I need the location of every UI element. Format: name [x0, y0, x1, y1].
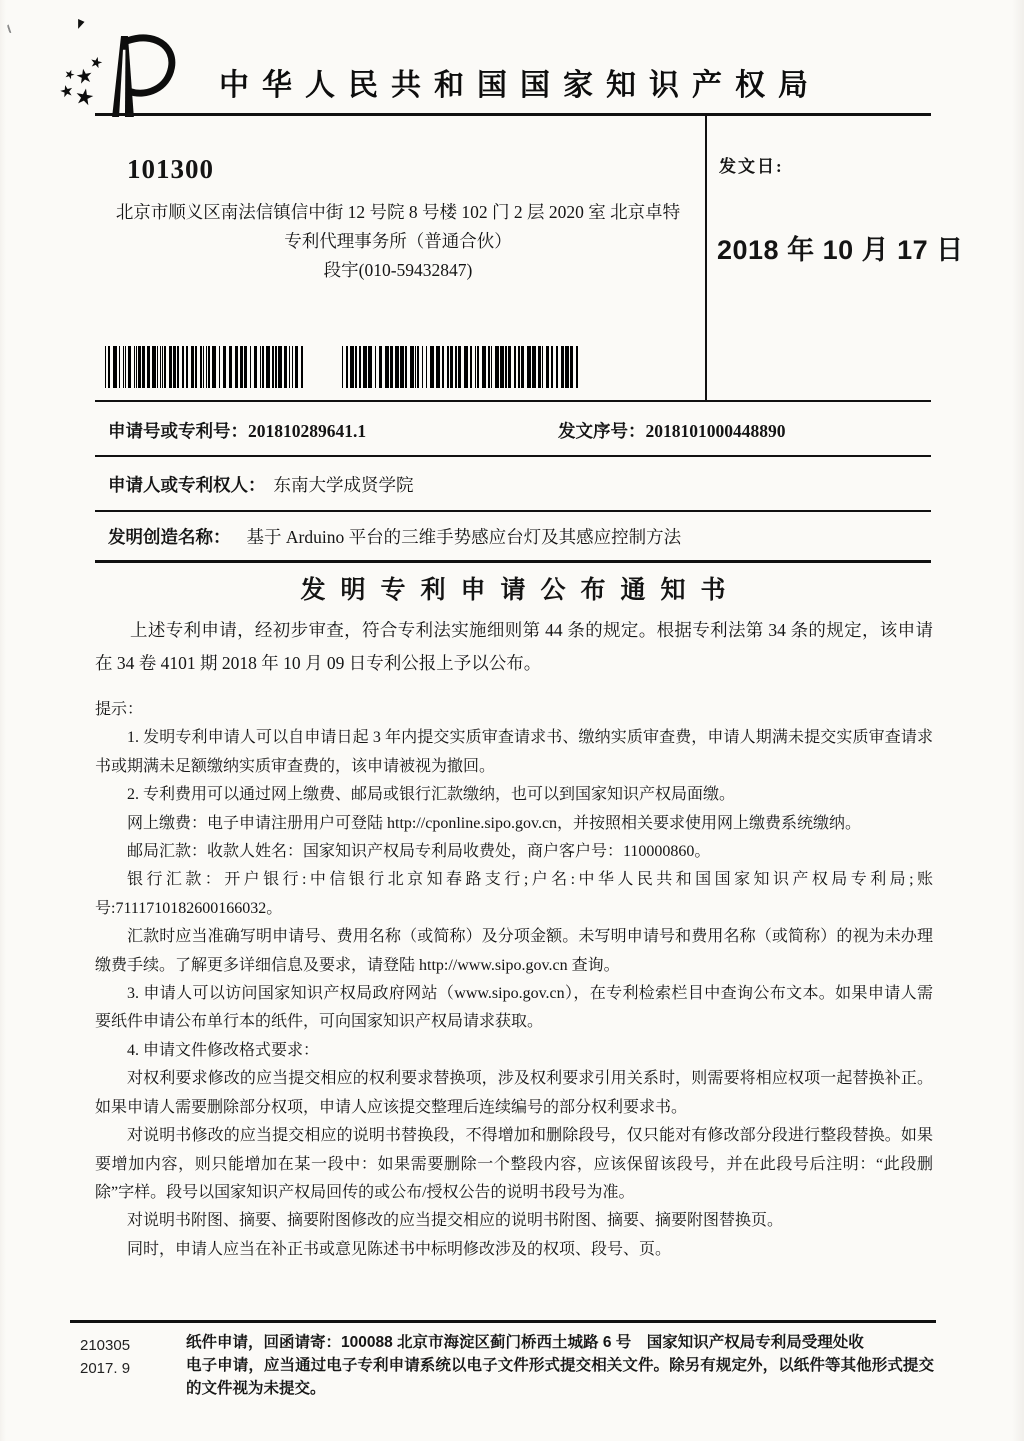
footer-note-paper: 纸件申请，回函请寄：100088 北京市海淀区蓟门桥西土城路 6 号 国家知识产权局专利局受理处收: [186, 1334, 864, 1351]
address-issue-box: [95, 116, 964, 400]
tip-paragraph: 同时，申请人应当在补正书或意见陈述书中标明修改涉及的权项、段号、页。: [127, 1240, 672, 1258]
tip-paragraph: 对说明书修改的应当提交相应的说明书替换段，不得增加和删除段号，仅只能对有修改部分段进行整段替换。如果要增加内容，则只能增加在某一段中：如果需要删除一个整段内容，应该保留该段号，并在此段号后注明：“此段删除”字样。段号以国家知识产权局回传的或公布/授权公告的说明书段号为准。: [95, 1127, 933, 1201]
tip-paragraph: 1. 发明专利申请人可以自申请日起 3 年内提交实质审查请求书、缴纳实质审查费，申请人期满未提交实质审查请求书或期满未足额缴纳实质审查费的，该申请被视为撤回。: [95, 729, 933, 775]
application-number-value: 201810289641.1: [248, 421, 367, 441]
serial-number-group: [558, 418, 786, 443]
footer-note-electronic: 电子申请，应当通过电子专利申请系统以电子文件形式提交相关文件。除另有规定外，以纸件等其他形式提交的文件视为未提交。: [186, 1357, 934, 1397]
rule: [95, 400, 931, 402]
applicant-value: 东南大学成贤学院: [273, 475, 414, 495]
tips-section: [95, 696, 933, 1264]
divider: [705, 116, 707, 400]
tip-paragraph: 邮局汇款：收款人姓名：国家知识产权局专利局收费处，商户客户号：110000860。: [127, 843, 711, 861]
sipo-logo-icon: [57, 34, 187, 118]
tip-paragraph: 对权利要求修改的应当提交相应的权利要求替换项，涉及权利要求引用关系时，则需要将相应权项一起替换补正。如果申请人需要删除部分权项，申请人应该提交整理后连续编号的部分权利要求书。: [95, 1070, 933, 1116]
rule: [95, 510, 931, 512]
tip-paragraph: 4. 申请文件修改格式要求：: [127, 1041, 320, 1059]
tips-heading: 提示：: [95, 701, 144, 718]
form-revision: 2017. 9: [80, 1360, 131, 1377]
scan-artifact: [7, 23, 15, 33]
tip-paragraph: 3. 申请人可以访问国家知识产权局政府网站（www.sipo.gov.cn），在专利检索栏目中查询公布文本。如果申请人需要纸件申请公布单行本的纸件，可向国家知识产权局请求获取。: [95, 985, 933, 1031]
serial-number-value: 2018101000448890: [645, 421, 786, 441]
form-code: 210305: [80, 1337, 131, 1354]
issue-date-value: 2018 年 10 月 17 日: [717, 235, 964, 265]
rule: [95, 560, 931, 563]
invention-title-row: [108, 524, 928, 549]
application-number-label: 申请号或专利号：: [108, 421, 248, 441]
invention-title-label: 发明创造名称：: [108, 527, 231, 547]
invention-title-value: 基于 Arduino 平台的三维手势感应台灯及其感应控制方法: [246, 527, 682, 547]
rule: [95, 455, 931, 457]
footer-notes: [186, 1331, 934, 1400]
serial-number-label: 发文序号：: [558, 421, 646, 441]
scan-artifact: [74, 19, 84, 30]
tip-paragraph: 对说明书附图、摘要、摘要附图修改的应当提交相应的说明书附图、摘要、摘要附图替换页。: [127, 1212, 784, 1230]
recipient-address: 北京市顺义区南法信镇信中街 12 号院 8 号楼 102 门 2 层 2020 室 北京卓特专利代理事务所（普通合伙）: [115, 202, 681, 251]
tip-paragraph: 2. 专利费用可以通过网上缴费、邮局或银行汇款缴纳，也可以到国家知识产权局面缴。: [127, 786, 736, 804]
tip-paragraph: 汇款时应当准确写明申请号、费用名称（或简称）及分项金额。未写明申请号和费用名称（或简称）的视为未办理缴费手续。了解更多详细信息及要求，请登陆 http://www.sipo.gov.cn 查询。: [95, 928, 933, 974]
notice-title: 发明专利申请公布通知书: [300, 576, 741, 604]
issue-date-label: 发文日:: [719, 157, 784, 176]
barcode: [342, 346, 580, 388]
barcode: [105, 346, 305, 388]
recipient-postal-code: 101300: [127, 154, 214, 184]
form-codes: [80, 1334, 130, 1380]
recipient-block: [109, 198, 687, 285]
applicant-row: [108, 472, 928, 497]
footer-rule: [70, 1320, 936, 1323]
tip-paragraph: 网上缴费：电子申请注册用户可登陆 http://cponline.sipo.gov.cn，并按照相关要求使用网上缴费系统缴纳。: [127, 814, 862, 832]
application-number-row: [108, 418, 928, 443]
tip-paragraph: 银行汇款：开户银行:中信银行北京知春路支行;户名:中华人民共和国国家知识产权局专利局;账号:7111710182600166032。: [95, 871, 933, 917]
notice-body: 上述专利申请，经初步审查，符合专利法实施细则第 44 条的规定。根据专利法第 34 条的规定，该申请在 34 卷 4101 期 2018 年 10 月 09 日专利公报上予以公布。: [95, 620, 933, 673]
recipient-contact: 段宇(010-59432847): [323, 260, 473, 280]
applicant-label: 申请人或专利权人：: [108, 475, 266, 495]
agency-title: 中华人民共和国国家知识产权局: [219, 69, 821, 102]
